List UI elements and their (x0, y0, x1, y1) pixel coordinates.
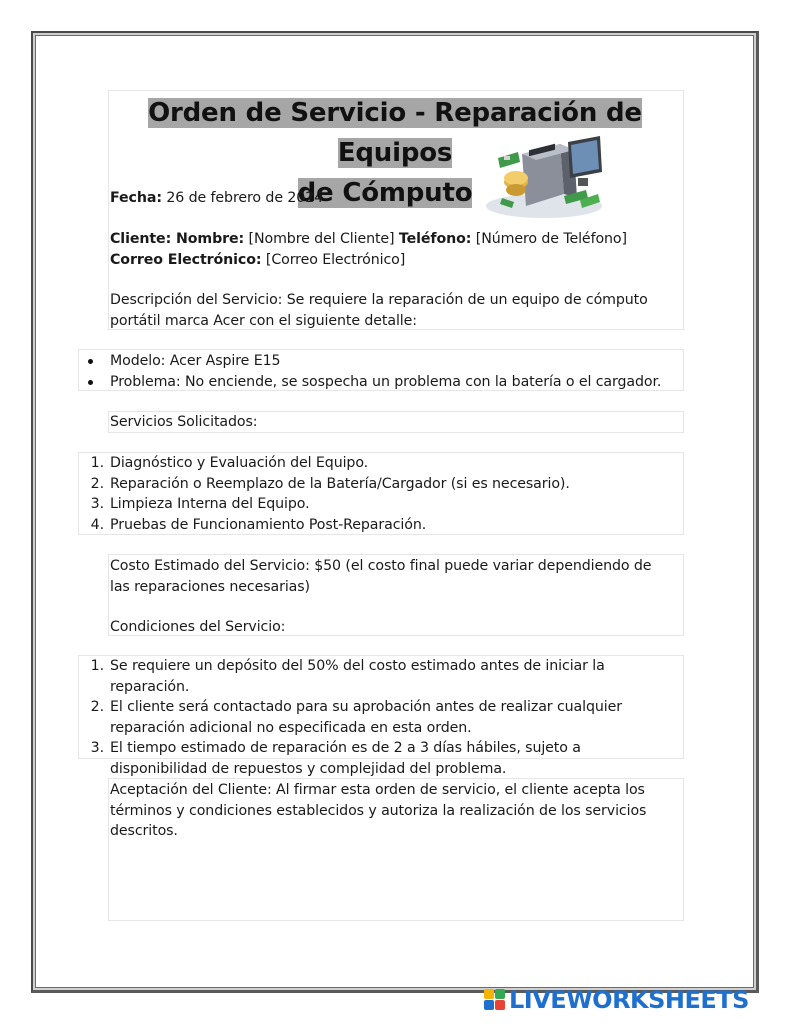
telefono-value: [Número de Teléfono] (471, 231, 627, 247)
bullet-icon (88, 380, 93, 385)
cliente-line (110, 229, 676, 270)
servicio-text: Diagnóstico y Evaluación del Equipo. (110, 455, 369, 471)
telefono-label: Teléfono: (398, 231, 472, 247)
descripcion-text: Descripción del Servicio: Se requiere la reparación de un equipo de cómputo portátil marca Acer con el siguiente detalle: (110, 292, 648, 329)
detalle-item (110, 372, 680, 393)
servicio-item (90, 494, 680, 515)
liveworksheets-wordmark: LIVEWORKSHEETS (509, 986, 749, 1014)
servicio-text: Limpieza Interna del Equipo. (110, 496, 310, 513)
fecha-label: Fecha: (110, 190, 162, 206)
correo-label: Correo Electrónico: (110, 251, 262, 268)
list-number: 2. (90, 699, 104, 716)
liveworksheets-logo-icon (484, 989, 506, 1011)
title-line-1: Orden de Servicio - Reparación de Equipos (148, 98, 642, 168)
servicios-heading: Servicios Solicitados: (110, 414, 258, 430)
bullet-icon (88, 359, 93, 364)
condicion-text: El tiempo estimado de reparación es de 2 a 3 días hábiles, sujeto a disponibilidad de repuestos y complejidad del problema. (110, 740, 581, 777)
detalle-text: Problema: No enciende, se sospecha un problema con la batería o el cargador. (110, 373, 662, 390)
condiciones-heading: Condiciones del Servicio: (110, 619, 286, 635)
list-number: 3. (90, 740, 104, 757)
servicio-text: Reparación o Reemplazo de la Batería/Cargador (si es necesario). (110, 475, 570, 492)
list-number: 2. (90, 475, 104, 492)
fecha-value: 26 de febrero de 2024 (161, 190, 324, 206)
aceptacion-text: Aceptación del Cliente: Al firmar esta orden de servicio, el cliente acepta los términos y condiciones establecidos y autoriza la realización de los servicios descritos. (110, 782, 647, 840)
condicion-item (90, 738, 682, 779)
list-number: 1. (90, 455, 104, 471)
list-number: 1. (90, 658, 104, 674)
servicio-item (90, 515, 680, 536)
condicion-item (90, 656, 682, 697)
cliente-label: Cliente: Nombre: (110, 231, 245, 247)
servicio-text: Pruebas de Funcionamiento Post-Reparación. (110, 516, 427, 533)
detalle-list (110, 351, 680, 392)
detalle-text: Modelo: Acer Aspire E15 (110, 353, 281, 369)
list-number: 4. (90, 516, 104, 533)
detalle-item (110, 351, 680, 372)
title-line-2: de Cómputo (297, 178, 473, 208)
condicion-item (90, 697, 682, 738)
liveworksheets-logo (484, 986, 749, 1014)
condiciones-list (90, 656, 682, 780)
servicio-item (90, 453, 680, 474)
servicios-list (90, 453, 680, 535)
fecha-line (110, 188, 670, 209)
cliente-value: [Nombre del Cliente] (244, 231, 399, 247)
costo-text: Costo Estimado del Servicio: $50 (el costo final puede variar dependiendo de las reparaciones necesarias) (110, 558, 652, 595)
condicion-text: El cliente será contactado para su aprobación antes de realizar cualquier reparación adicional no especificada en esta orden. (110, 699, 622, 736)
correo-value: [Correo Electrónico] (261, 251, 406, 268)
list-number: 3. (90, 496, 104, 513)
servicio-item (90, 474, 680, 495)
condicion-text: Se requiere un depósito del 50% del costo estimado antes de iniciar la reparación. (110, 658, 605, 695)
